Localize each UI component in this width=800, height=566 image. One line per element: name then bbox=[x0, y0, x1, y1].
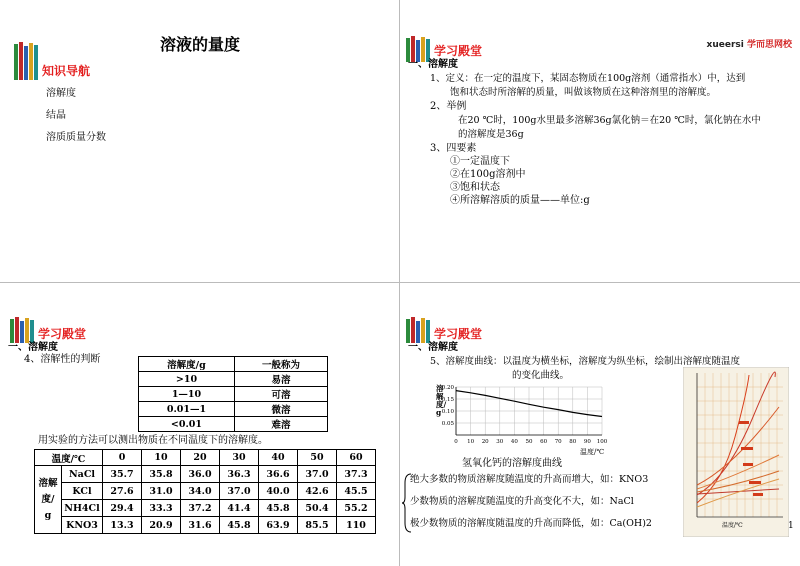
definition-line-2: 饱和状态时所溶解的质量，叫做该物质在这种溶剂里的溶解度。 bbox=[450, 87, 717, 98]
row-group-label bbox=[35, 466, 62, 534]
chart-y-label: 溶解度/g bbox=[436, 384, 447, 417]
table-header: 0 bbox=[103, 450, 142, 466]
table-cell: 36.0 bbox=[181, 466, 220, 483]
x-tick-label: 60 bbox=[540, 439, 548, 445]
figure-x-label: 温度/℃ bbox=[722, 522, 743, 529]
heading: 一、溶解度 bbox=[408, 59, 458, 70]
element-item: ①一定温度下 bbox=[450, 156, 510, 167]
table-cell: 31.6 bbox=[181, 517, 220, 534]
table-cell: 31.0 bbox=[142, 483, 181, 500]
table-cell: <0.01 bbox=[139, 417, 235, 432]
table-row bbox=[139, 402, 328, 417]
y-tick-label: 0.05 bbox=[441, 421, 454, 427]
table-cell: 85.5 bbox=[298, 517, 337, 534]
solubility-judge-table bbox=[138, 356, 328, 432]
solubility-curves-figure bbox=[683, 367, 789, 537]
y-tick-label: 0.15 bbox=[441, 397, 454, 403]
table-cell: 13.3 bbox=[103, 517, 142, 534]
table-cell: 42.6 bbox=[298, 483, 337, 500]
table-cell: 20.9 bbox=[142, 517, 181, 534]
table-cell: 50.4 bbox=[298, 500, 337, 517]
slide-2 bbox=[400, 0, 800, 283]
experiment-text: 用实验的方法可以测出物质在不同温度下的溶解度。 bbox=[38, 435, 268, 446]
table-cell: 37.0 bbox=[298, 466, 337, 483]
table-cell: 35.7 bbox=[103, 466, 142, 483]
nav-item-solubility: 溶解度 bbox=[46, 88, 76, 99]
brand-logo bbox=[707, 37, 792, 50]
table-row bbox=[139, 417, 328, 432]
table-cell: 37.2 bbox=[181, 500, 220, 517]
table-cell: >10 bbox=[139, 372, 235, 387]
y-tick-label: 0.10 bbox=[441, 409, 454, 415]
table-cell: 37.0 bbox=[220, 483, 259, 500]
table-cell: 45.8 bbox=[220, 517, 259, 534]
table-cell: 41.4 bbox=[220, 500, 259, 517]
nav-item-mass-fraction: 溶质质量分数 bbox=[46, 132, 106, 143]
table-cell: 易溶 bbox=[234, 372, 327, 387]
x-tick-label: 80 bbox=[569, 439, 577, 445]
caoh2-solubility-chart bbox=[434, 383, 614, 453]
point-little-change: 少数物质的溶解度随温度的升高变化不大，如：NaCl bbox=[410, 496, 634, 507]
label-line: g bbox=[44, 509, 52, 521]
x-tick-label: 70 bbox=[554, 439, 562, 445]
table-row bbox=[35, 466, 376, 483]
slide-4 bbox=[400, 283, 800, 566]
label-line: 溶解 bbox=[38, 477, 58, 489]
table-row bbox=[35, 500, 376, 517]
solubility-data-table bbox=[34, 449, 376, 534]
table-cell: 33.3 bbox=[142, 500, 181, 517]
section-label: 学习殿堂 bbox=[38, 327, 87, 341]
table-header: 10 bbox=[142, 450, 181, 466]
table-header: 一般称为 bbox=[234, 357, 327, 372]
section-label: 学习殿堂 bbox=[434, 327, 483, 341]
point-decrease: 极少数物质的溶解度随温度的升高而降低，如：Ca(OH)2 bbox=[410, 518, 652, 529]
chart-x-label: 温度/℃ bbox=[580, 448, 605, 456]
table-cell: 55.2 bbox=[337, 500, 376, 517]
section-label: 学习殿堂 bbox=[434, 44, 483, 58]
four-elements-heading: 3、四要素 bbox=[430, 143, 477, 154]
element-item: ②在100g溶剂中 bbox=[450, 169, 526, 180]
table-cell: 63.9 bbox=[259, 517, 298, 534]
slide-title: 溶液的量度 bbox=[160, 35, 241, 54]
table-header: 30 bbox=[220, 450, 259, 466]
table-row bbox=[35, 483, 376, 500]
table-row bbox=[35, 517, 376, 534]
judge-label: 4、溶解性的判断 bbox=[24, 354, 101, 365]
heading: 一、溶解度 bbox=[8, 342, 58, 353]
table-cell: 36.3 bbox=[220, 466, 259, 483]
books-icon bbox=[406, 317, 430, 343]
table-cell: 34.0 bbox=[181, 483, 220, 500]
example-line-2: 的溶解度是36g bbox=[458, 129, 524, 140]
table-row bbox=[139, 372, 328, 387]
x-tick-label: 30 bbox=[496, 439, 504, 445]
x-tick-labels bbox=[454, 439, 607, 445]
definition-line-1: 1、定义：在一定的温度下，某固态物质在100g溶剂（通常指水）中，达到 bbox=[430, 73, 746, 84]
table-cell: 45.8 bbox=[259, 500, 298, 517]
table-header: 20 bbox=[181, 450, 220, 466]
chart-caption: 氢氧化钙的溶解度曲线 bbox=[462, 458, 562, 469]
y-tick-label: 0.20 bbox=[441, 385, 454, 391]
element-item: ③饱和状态 bbox=[450, 182, 500, 193]
slide-3 bbox=[0, 283, 400, 566]
section-label: 知识导航 bbox=[42, 64, 91, 78]
x-tick-label: 50 bbox=[525, 439, 533, 445]
substance-name: NaCl bbox=[62, 466, 103, 483]
substance-name: NH4Cl bbox=[62, 500, 103, 517]
table-cell: 29.4 bbox=[103, 500, 142, 517]
table-row bbox=[139, 387, 328, 402]
page-number: 1 bbox=[788, 521, 794, 531]
table-cell: 40.0 bbox=[259, 483, 298, 500]
point-increase: 绝大多数的物质溶解度随温度的升高而增大，如：KNO3 bbox=[410, 474, 649, 485]
table-cell: 27.6 bbox=[103, 483, 142, 500]
x-tick-label: 20 bbox=[481, 439, 489, 445]
table-cell: 微溶 bbox=[234, 402, 327, 417]
substance-name: KCl bbox=[62, 483, 103, 500]
table-cell: 0.01—1 bbox=[139, 402, 235, 417]
table-cell: 1—10 bbox=[139, 387, 235, 402]
table-cell: 35.8 bbox=[142, 466, 181, 483]
table-cell: 难溶 bbox=[234, 417, 327, 432]
substance-name: KNO3 bbox=[62, 517, 103, 534]
heading: 一、溶解度 bbox=[408, 342, 458, 353]
table-header: 溶解度/g bbox=[139, 357, 235, 372]
table-header: 温度/℃ bbox=[35, 450, 103, 466]
table-cell: 110 bbox=[337, 517, 376, 534]
table-cell: 36.6 bbox=[259, 466, 298, 483]
brand-english: xueersi bbox=[706, 40, 744, 50]
slide-1 bbox=[0, 0, 400, 283]
x-tick-label: 0 bbox=[454, 439, 458, 445]
x-tick-label: 100 bbox=[596, 439, 608, 445]
example-line-1: 在20 ℃时，100g水里最多溶解36g氯化钠＝在20 ℃时，氯化钠在水中 bbox=[458, 115, 761, 126]
nav-item-crystallization: 结晶 bbox=[46, 110, 66, 121]
table-header: 60 bbox=[337, 450, 376, 466]
books-icon bbox=[14, 42, 38, 80]
x-tick-label: 90 bbox=[583, 439, 591, 445]
x-tick-label: 40 bbox=[510, 439, 518, 445]
books-icon bbox=[10, 317, 34, 343]
table-cell: 37.3 bbox=[337, 466, 376, 483]
brand-chinese: 学而思网校 bbox=[746, 40, 792, 50]
element-item: ④所溶解溶质的质量——单位:g bbox=[450, 195, 590, 206]
table-header: 50 bbox=[298, 450, 337, 466]
table-cell: 可溶 bbox=[234, 387, 327, 402]
curve-definition-line-1: 5、溶解度曲线：以温度为横坐标，溶解度为纵坐标，绘制出溶解度随温度 bbox=[430, 356, 741, 367]
x-tick-label: 10 bbox=[467, 439, 475, 445]
label-line: 度/ bbox=[41, 493, 55, 505]
curve-definition-line-2: 的变化曲线。 bbox=[512, 370, 570, 381]
table-cell: 45.5 bbox=[337, 483, 376, 500]
table-header: 40 bbox=[259, 450, 298, 466]
example-heading: 2、举例 bbox=[430, 101, 467, 112]
